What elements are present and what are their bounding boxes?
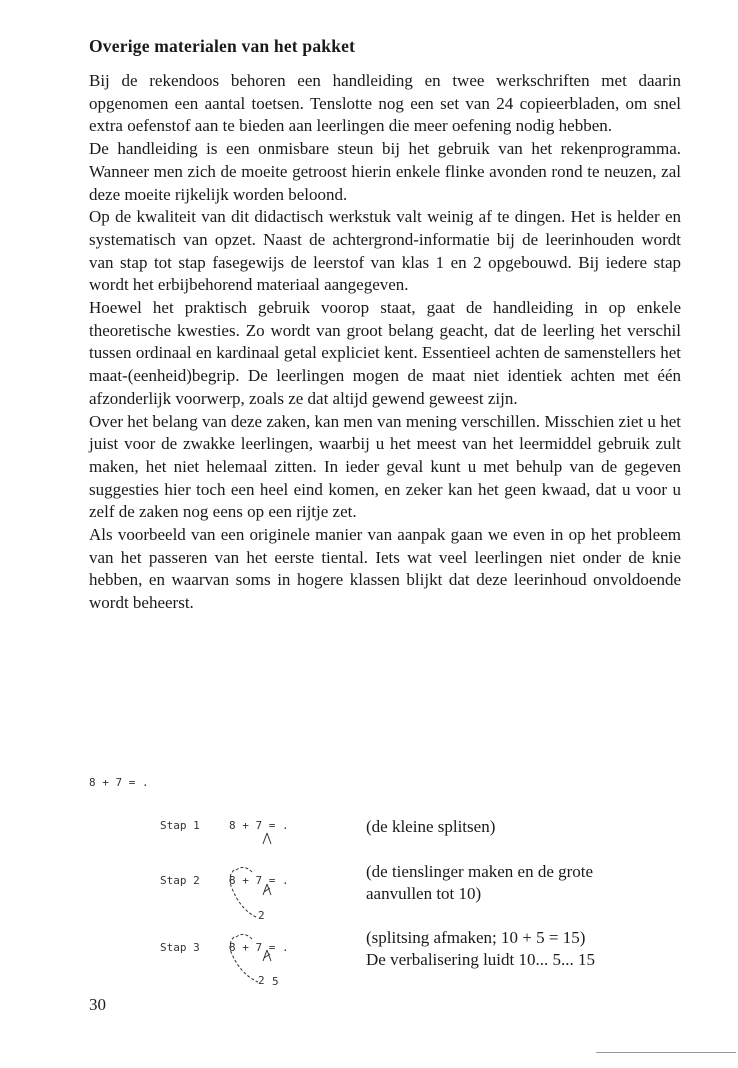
step-3-note: [366, 927, 696, 971]
step-3-expression: 8 + 7 = .: [229, 941, 289, 954]
step-2-note-line: (de tienslinger maken en de grote: [366, 862, 594, 881]
paragraph: Bij de rekendoos behoren een handleiding en twee werkschriften met daarin opgenomen een aantal toetsen. Tenslotte nog een set van 24 copieerbladen, om snel extra oefenstof aan te bieden aan leerlingen die meer oefening nodig hebben.: [89, 71, 681, 136]
step-3-note-line: De verbalisering luidt 10... 5... 15: [366, 950, 595, 969]
step-2-expression: 8 + 7 = .: [229, 874, 289, 887]
step-3-split-digit: 2: [258, 974, 265, 987]
step-2-note: [366, 861, 696, 905]
paragraph: Hoewel het praktisch gebruik voorop staat, gaat de handleiding in op enkele theoretische kwesties. Zo wordt van groot belang geacht, dat de leerling het verschil tussen ordinaal en kardinaal getal expliciet kent. Essentieel achten de samenstellers het maat-(eenheid)begrip. De leerlingen mogen de maat niet identiek achten met één afzonderlijk voorwerp, zoals ze dat altijd gewend geweest zijn.: [89, 298, 681, 408]
step-2-split-digit: 2: [258, 909, 265, 922]
step-3-split-digit: 5: [272, 975, 279, 988]
step-2-label: Stap 2: [160, 874, 200, 887]
example-equation: 8 + 7 = .: [89, 776, 149, 789]
step-1-note-line: (de kleine splitsen): [366, 817, 496, 836]
paragraph: Op de kwaliteit van dit didactisch werkstuk valt weinig af te dingen. Het is helder en systematisch van opzet. Naast de achtergrond-informatie bij de leerinhouden wordt van stap tot stap fasegewijs de leerstof van klas 1 en 2 opgebouwd. Bij iedere stap wordt het erbijbehorend materiaal aangegeven.: [89, 207, 681, 295]
paragraph: De handleiding is een onmisbare steun bij het gebruik van het rekenprogramma. Wanneer men zich de moeite getroost hierin enkele flinke avonden rond te neuzen, zal deze moeite rijkelijk worden beloond.: [89, 139, 681, 204]
section-heading: Overige materialen van het pakket: [89, 36, 356, 56]
paragraph: Als voorbeeld van een originele manier van aanpak gaan we even in op het probleem van het passeren van het eerste tiental. Iets wat veel leerlingen niet onder de knie hebben, en waarvan soms in hogere klassen blijkt dat deze leerinhoud onvoldoende wordt beheerst.: [89, 525, 681, 613]
step-3-label: Stap 3: [160, 941, 200, 954]
step-3-tienslinger-sketch: [220, 930, 296, 996]
step-1-label: Stap 1: [160, 819, 200, 832]
bottom-rule: [596, 1052, 736, 1053]
step-2-note-line: aanvullen tot 10): [366, 884, 482, 903]
paragraph: Over het belang van deze zaken, kan men van mening verschillen. Misschien ziet u het juist voor de zwakke leerlingen, waarbij u het meest van het leermiddel gebruik zult maken, het niet helemaal zitten. In ieder geval kunt u met behulp van de gegeven suggesties hier toch een heel eind komen, en zeker kan het geen kwaad, dat u voor u zelf de zaken nog eens op een rijtje zet.: [89, 411, 681, 522]
step-1-note: [366, 816, 696, 838]
step-1-split-sketch: [230, 830, 290, 854]
step-1-expression: 8 + 7 = .: [229, 819, 289, 832]
body-text: [89, 70, 681, 615]
step-2-tienslinger-sketch: [220, 862, 290, 934]
page-number: 30: [89, 995, 106, 1014]
step-3-note-line: (splitsing afmaken; 10 + 5 = 15): [366, 928, 586, 947]
